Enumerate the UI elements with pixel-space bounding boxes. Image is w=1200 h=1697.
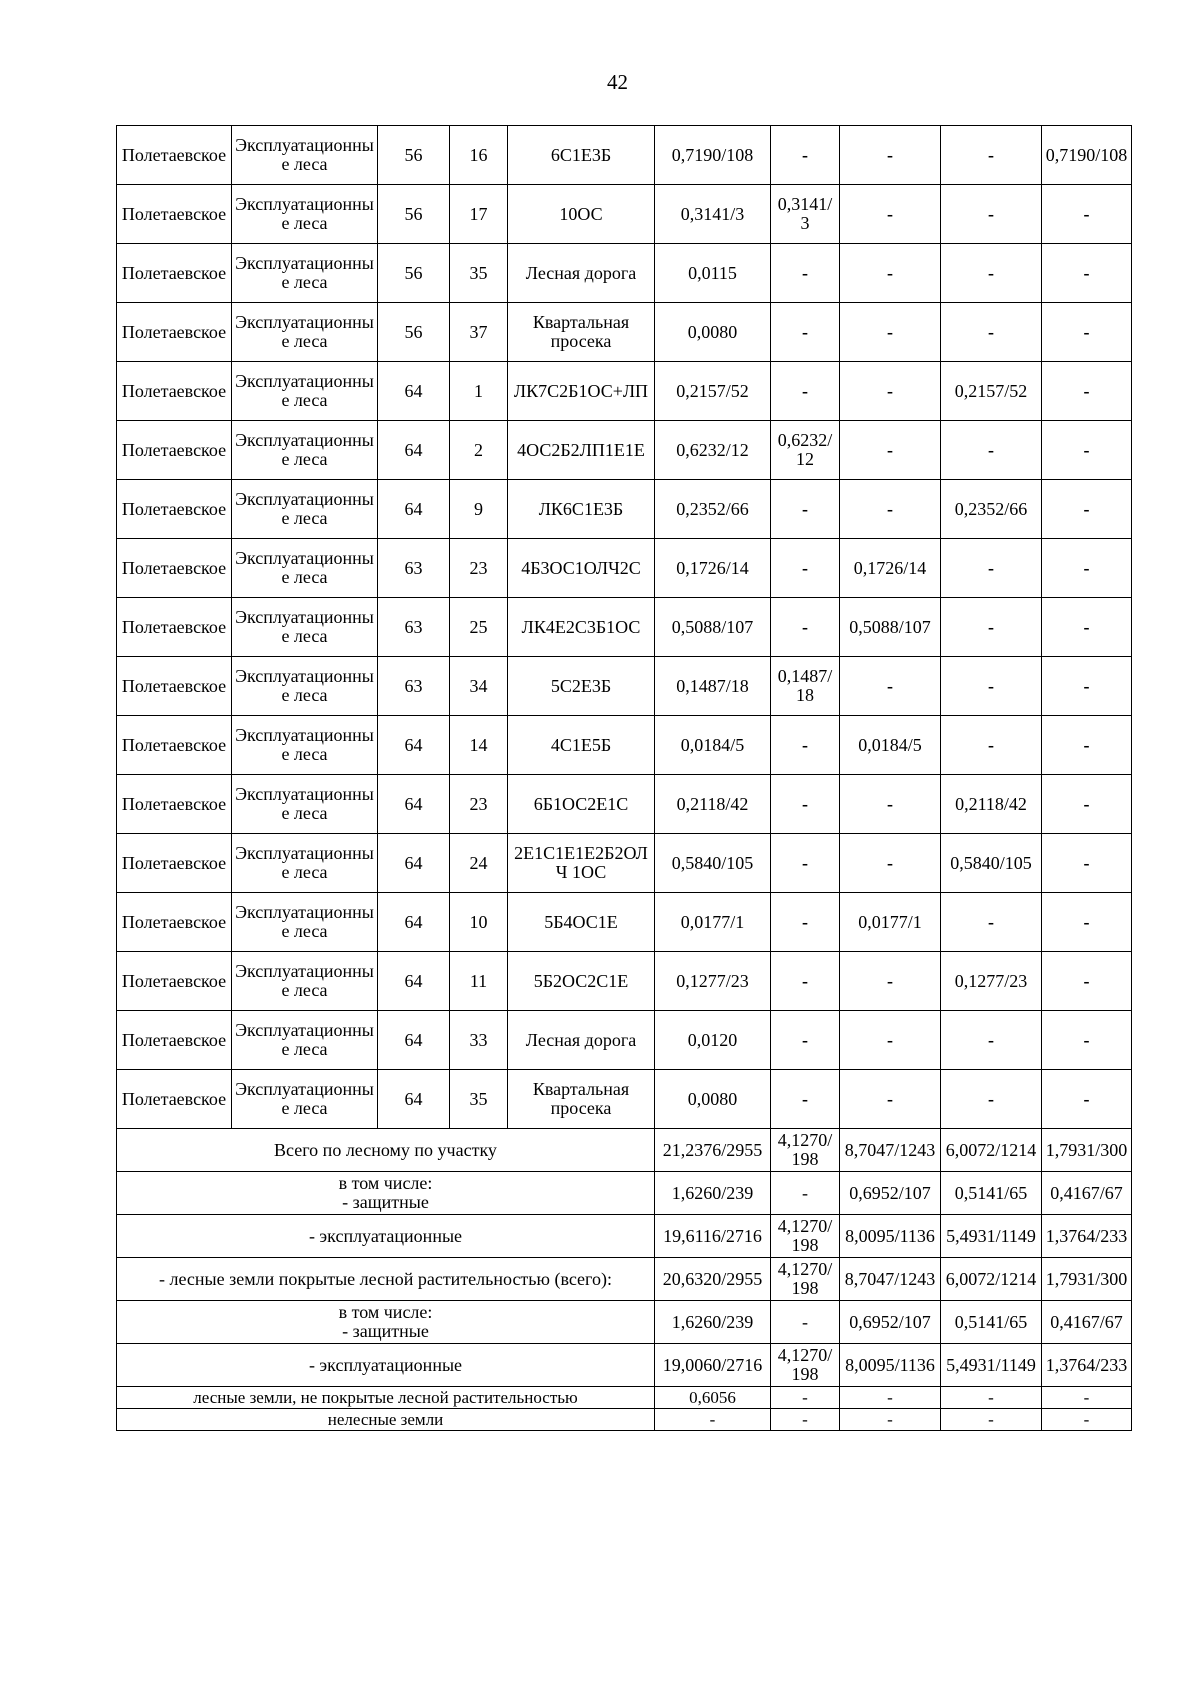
composition-cell: Лесная дорога bbox=[508, 1011, 655, 1070]
forestry-name-cell: Полетаевское bbox=[117, 480, 232, 539]
summary-row bbox=[117, 1172, 1132, 1215]
forest-type-cell: Эксплуатационные леса bbox=[232, 185, 378, 244]
tail-value-cell-c2: - bbox=[840, 1409, 941, 1431]
value-cell-c3: - bbox=[941, 126, 1042, 185]
area-cell: 0,0120 bbox=[655, 1011, 771, 1070]
value-cell-c1: - bbox=[771, 480, 840, 539]
allotment-cell: 2 bbox=[450, 421, 508, 480]
summary-value-cell-c3: 5,4931/1149 bbox=[941, 1215, 1042, 1258]
tail-value-cell-c3: - bbox=[941, 1387, 1042, 1409]
summary-area-cell: 20,6320/2955 bbox=[655, 1258, 771, 1301]
value-cell-c4: - bbox=[1042, 1011, 1132, 1070]
value-cell-c4: - bbox=[1042, 1070, 1132, 1129]
value-cell-c1: 0,1487/ 18 bbox=[771, 657, 840, 716]
tail-value-cell-c2: - bbox=[840, 1387, 941, 1409]
area-cell: 0,0184/5 bbox=[655, 716, 771, 775]
forest-type-cell: Эксплуатационные леса bbox=[232, 244, 378, 303]
value-cell-c2: 0,0184/5 bbox=[840, 716, 941, 775]
value-cell-c3: - bbox=[941, 303, 1042, 362]
table-row bbox=[117, 893, 1132, 952]
quarter-cell: 64 bbox=[378, 716, 450, 775]
composition-cell: 4Б3ОС1ОЛЧ2С bbox=[508, 539, 655, 598]
forestry-name-cell: Полетаевское bbox=[117, 185, 232, 244]
value-cell-c1: - bbox=[771, 1070, 840, 1129]
summary-value-cell-c1: 4,1270/ 198 bbox=[771, 1215, 840, 1258]
table-row bbox=[117, 952, 1132, 1011]
summary-label-cell: - лесные земли покрытые лесной растительностью (всего): bbox=[117, 1258, 655, 1301]
summary-row bbox=[117, 1215, 1132, 1258]
forest-type-cell: Эксплуатационные леса bbox=[232, 362, 378, 421]
allotment-cell: 34 bbox=[450, 657, 508, 716]
value-cell-c1: - bbox=[771, 716, 840, 775]
forestry-name-cell: Полетаевское bbox=[117, 834, 232, 893]
page-number: 42 bbox=[607, 70, 628, 94]
table-row bbox=[117, 421, 1132, 480]
allotment-cell: 37 bbox=[450, 303, 508, 362]
composition-cell: 4ОС2Б2ЛП1Е1Е bbox=[508, 421, 655, 480]
summary-label-cell: Всего по лесному по участку bbox=[117, 1129, 655, 1172]
composition-cell: Квартальная просека bbox=[508, 303, 655, 362]
value-cell-c2: - bbox=[840, 244, 941, 303]
forestry-name-cell: Полетаевское bbox=[117, 893, 232, 952]
forest-type-cell: Эксплуатационные леса bbox=[232, 598, 378, 657]
value-cell-c2: 0,0177/1 bbox=[840, 893, 941, 952]
value-cell-c1: - bbox=[771, 126, 840, 185]
value-cell-c3: - bbox=[941, 421, 1042, 480]
area-cell: 0,7190/108 bbox=[655, 126, 771, 185]
forestry-name-cell: Полетаевское bbox=[117, 716, 232, 775]
value-cell-c3: 0,2157/52 bbox=[941, 362, 1042, 421]
summary-area-cell: 19,0060/2716 bbox=[655, 1344, 771, 1387]
composition-cell: 4С1Е5Б bbox=[508, 716, 655, 775]
table-row bbox=[117, 1070, 1132, 1129]
table-row bbox=[117, 539, 1132, 598]
value-cell-c4: - bbox=[1042, 952, 1132, 1011]
table-row bbox=[117, 303, 1132, 362]
quarter-cell: 64 bbox=[378, 362, 450, 421]
value-cell-c4: 0,7190/108 bbox=[1042, 126, 1132, 185]
value-cell-c4: - bbox=[1042, 716, 1132, 775]
value-cell-c3: - bbox=[941, 1070, 1042, 1129]
value-cell-c2: - bbox=[840, 1070, 941, 1129]
composition-cell: ЛК7С2Б1ОС+ЛП bbox=[508, 362, 655, 421]
value-cell-c3: 0,1277/23 bbox=[941, 952, 1042, 1011]
forest-type-cell: Эксплуатационные леса bbox=[232, 421, 378, 480]
value-cell-c1: - bbox=[771, 1011, 840, 1070]
value-cell-c1: - bbox=[771, 775, 840, 834]
forest-type-cell: Эксплуатационные леса bbox=[232, 952, 378, 1011]
value-cell-c3: 0,5840/105 bbox=[941, 834, 1042, 893]
summary-value-cell-c1: 4,1270/ 198 bbox=[771, 1344, 840, 1387]
quarter-cell: 64 bbox=[378, 952, 450, 1011]
value-cell-c1: - bbox=[771, 303, 840, 362]
value-cell-c3: - bbox=[941, 244, 1042, 303]
value-cell-c1: 0,3141/ 3 bbox=[771, 185, 840, 244]
composition-cell: Квартальная просека bbox=[508, 1070, 655, 1129]
table-row bbox=[117, 657, 1132, 716]
summary-value-cell-c4: 0,4167/67 bbox=[1042, 1172, 1132, 1215]
value-cell-c4: - bbox=[1042, 834, 1132, 893]
value-cell-c2: - bbox=[840, 952, 941, 1011]
summary-value-cell-c1: - bbox=[771, 1301, 840, 1344]
tail-value-cell-c4: - bbox=[1042, 1387, 1132, 1409]
allotment-cell: 35 bbox=[450, 244, 508, 303]
value-cell-c4: - bbox=[1042, 539, 1132, 598]
forest-type-cell: Эксплуатационные леса bbox=[232, 539, 378, 598]
value-cell-c4: - bbox=[1042, 480, 1132, 539]
forestry-name-cell: Полетаевское bbox=[117, 775, 232, 834]
allotment-cell: 23 bbox=[450, 775, 508, 834]
summary-value-cell-c1: 4,1270/ 198 bbox=[771, 1258, 840, 1301]
area-cell: 0,0115 bbox=[655, 244, 771, 303]
area-cell: 0,6232/12 bbox=[655, 421, 771, 480]
forest-type-cell: Эксплуатационные леса bbox=[232, 480, 378, 539]
quarter-cell: 63 bbox=[378, 598, 450, 657]
forest-type-cell: Эксплуатационные леса bbox=[232, 893, 378, 952]
quarter-cell: 64 bbox=[378, 421, 450, 480]
forestry-name-cell: Полетаевское bbox=[117, 539, 232, 598]
allotment-cell: 35 bbox=[450, 1070, 508, 1129]
table-body bbox=[117, 126, 1132, 1431]
forestry-name-cell: Полетаевское bbox=[117, 244, 232, 303]
summary-value-cell-c2: 8,7047/1243 bbox=[840, 1258, 941, 1301]
tail-value-cell-c1: - bbox=[771, 1387, 840, 1409]
value-cell-c2: 0,1726/14 bbox=[840, 539, 941, 598]
allotment-cell: 11 bbox=[450, 952, 508, 1011]
allotment-cell: 1 bbox=[450, 362, 508, 421]
value-cell-c1: - bbox=[771, 952, 840, 1011]
composition-cell: ЛК4Е2С3Б1ОС bbox=[508, 598, 655, 657]
forestry-name-cell: Полетаевское bbox=[117, 657, 232, 716]
table-row bbox=[117, 362, 1132, 421]
forest-type-cell: Эксплуатационные леса bbox=[232, 126, 378, 185]
quarter-cell: 64 bbox=[378, 893, 450, 952]
table-row bbox=[117, 480, 1132, 539]
table-row bbox=[117, 1011, 1132, 1070]
value-cell-c3: - bbox=[941, 598, 1042, 657]
summary-row bbox=[117, 1258, 1132, 1301]
forest-type-cell: Эксплуатационные леса bbox=[232, 775, 378, 834]
table-row bbox=[117, 775, 1132, 834]
table-row bbox=[117, 598, 1132, 657]
summary-label-cell: - эксплуатационные bbox=[117, 1215, 655, 1258]
area-cell: 0,1726/14 bbox=[655, 539, 771, 598]
value-cell-c1: 0,6232/ 12 bbox=[771, 421, 840, 480]
summary-value-cell-c2: 0,6952/107 bbox=[840, 1301, 941, 1344]
composition-cell: 6С1Е3Б bbox=[508, 126, 655, 185]
value-cell-c1: - bbox=[771, 834, 840, 893]
quarter-cell: 56 bbox=[378, 126, 450, 185]
forest-type-cell: Эксплуатационные леса bbox=[232, 834, 378, 893]
value-cell-c4: - bbox=[1042, 421, 1132, 480]
area-cell: 0,1487/18 bbox=[655, 657, 771, 716]
value-cell-c4: - bbox=[1042, 185, 1132, 244]
summary-label-cell: - эксплуатационные bbox=[117, 1344, 655, 1387]
forest-type-cell: Эксплуатационные леса bbox=[232, 1011, 378, 1070]
summary-value-cell-c1: 4,1270/ 198 bbox=[771, 1129, 840, 1172]
value-cell-c3: 0,2352/66 bbox=[941, 480, 1042, 539]
area-cell: 0,3141/3 bbox=[655, 185, 771, 244]
quarter-cell: 56 bbox=[378, 244, 450, 303]
table-row bbox=[117, 126, 1132, 185]
quarter-cell: 63 bbox=[378, 539, 450, 598]
quarter-cell: 56 bbox=[378, 303, 450, 362]
composition-cell: 2Е1С1Е1Е2Б2ОЛЧ 1ОС bbox=[508, 834, 655, 893]
value-cell-c4: - bbox=[1042, 598, 1132, 657]
tail-value-cell-c3: - bbox=[941, 1409, 1042, 1431]
tail-label-cell: лесные земли, не покрытые лесной растительностью bbox=[117, 1387, 655, 1409]
table-row bbox=[117, 716, 1132, 775]
tail-row bbox=[117, 1409, 1132, 1431]
forestry-name-cell: Полетаевское bbox=[117, 421, 232, 480]
value-cell-c4: - bbox=[1042, 303, 1132, 362]
forestry-name-cell: Полетаевское bbox=[117, 1011, 232, 1070]
summary-area-cell: 1,6260/239 bbox=[655, 1172, 771, 1215]
summary-area-cell: 1,6260/239 bbox=[655, 1301, 771, 1344]
summary-value-cell-c3: 0,5141/65 bbox=[941, 1301, 1042, 1344]
value-cell-c2: - bbox=[840, 657, 941, 716]
quarter-cell: 64 bbox=[378, 1070, 450, 1129]
table-row bbox=[117, 185, 1132, 244]
composition-cell: 6Б1ОС2Е1С bbox=[508, 775, 655, 834]
quarter-cell: 63 bbox=[378, 657, 450, 716]
area-cell: 0,0080 bbox=[655, 303, 771, 362]
summary-value-cell-c3: 5,4931/1149 bbox=[941, 1344, 1042, 1387]
composition-cell: 10ОС bbox=[508, 185, 655, 244]
table-row bbox=[117, 834, 1132, 893]
forestry-name-cell: Полетаевское bbox=[117, 1070, 232, 1129]
summary-value-cell-c4: 1,3764/233 bbox=[1042, 1215, 1132, 1258]
area-cell: 0,5088/107 bbox=[655, 598, 771, 657]
value-cell-c2: - bbox=[840, 362, 941, 421]
value-cell-c3: 0,2118/42 bbox=[941, 775, 1042, 834]
tail-area-cell: - bbox=[655, 1409, 771, 1431]
area-cell: 0,1277/23 bbox=[655, 952, 771, 1011]
summary-row bbox=[117, 1344, 1132, 1387]
value-cell-c3: - bbox=[941, 716, 1042, 775]
value-cell-c3: - bbox=[941, 1011, 1042, 1070]
forestry-name-cell: Полетаевское bbox=[117, 303, 232, 362]
allotment-cell: 24 bbox=[450, 834, 508, 893]
forestry-name-cell: Полетаевское bbox=[117, 952, 232, 1011]
value-cell-c4: - bbox=[1042, 657, 1132, 716]
tail-area-cell: 0,6056 bbox=[655, 1387, 771, 1409]
value-cell-c2: - bbox=[840, 421, 941, 480]
summary-area-cell: 21,2376/2955 bbox=[655, 1129, 771, 1172]
summary-value-cell-c4: 1,7931/300 bbox=[1042, 1129, 1132, 1172]
summary-label-cell: в том числе: - защитные bbox=[117, 1172, 655, 1215]
value-cell-c1: - bbox=[771, 893, 840, 952]
value-cell-c2: - bbox=[840, 834, 941, 893]
quarter-cell: 64 bbox=[378, 834, 450, 893]
allotment-cell: 16 bbox=[450, 126, 508, 185]
summary-value-cell-c3: 6,0072/1214 bbox=[941, 1129, 1042, 1172]
tail-label-cell: нелесные земли bbox=[117, 1409, 655, 1431]
area-cell: 0,2118/42 bbox=[655, 775, 771, 834]
value-cell-c3: - bbox=[941, 893, 1042, 952]
area-cell: 0,5840/105 bbox=[655, 834, 771, 893]
forest-land-table bbox=[116, 125, 1132, 1431]
value-cell-c4: - bbox=[1042, 362, 1132, 421]
summary-row bbox=[117, 1301, 1132, 1344]
tail-value-cell-c1: - bbox=[771, 1409, 840, 1431]
value-cell-c2: - bbox=[840, 303, 941, 362]
allotment-cell: 9 bbox=[450, 480, 508, 539]
forest-type-cell: Эксплуатационные леса bbox=[232, 716, 378, 775]
area-cell: 0,2157/52 bbox=[655, 362, 771, 421]
value-cell-c3: - bbox=[941, 539, 1042, 598]
tail-row bbox=[117, 1387, 1132, 1409]
forestry-name-cell: Полетаевское bbox=[117, 126, 232, 185]
value-cell-c2: - bbox=[840, 1011, 941, 1070]
composition-cell: 5Б2ОС2С1Е bbox=[508, 952, 655, 1011]
summary-value-cell-c4: 1,3764/233 bbox=[1042, 1344, 1132, 1387]
composition-cell: Лесная дорога bbox=[508, 244, 655, 303]
area-cell: 0,0080 bbox=[655, 1070, 771, 1129]
composition-cell: 5С2Е3Б bbox=[508, 657, 655, 716]
summary-area-cell: 19,6116/2716 bbox=[655, 1215, 771, 1258]
summary-value-cell-c2: 8,0095/1136 bbox=[840, 1344, 941, 1387]
tail-value-cell-c4: - bbox=[1042, 1409, 1132, 1431]
value-cell-c2: - bbox=[840, 775, 941, 834]
forest-type-cell: Эксплуатационные леса bbox=[232, 303, 378, 362]
quarter-cell: 64 bbox=[378, 775, 450, 834]
quarter-cell: 64 bbox=[378, 1011, 450, 1070]
value-cell-c2: - bbox=[840, 185, 941, 244]
summary-value-cell-c1: - bbox=[771, 1172, 840, 1215]
summary-row bbox=[117, 1129, 1132, 1172]
table-row bbox=[117, 244, 1132, 303]
summary-value-cell-c2: 8,7047/1243 bbox=[840, 1129, 941, 1172]
forest-type-cell: Эксплуатационные леса bbox=[232, 657, 378, 716]
summary-value-cell-c4: 1,7931/300 bbox=[1042, 1258, 1132, 1301]
value-cell-c2: - bbox=[840, 480, 941, 539]
summary-value-cell-c4: 0,4167/67 bbox=[1042, 1301, 1132, 1344]
allotment-cell: 10 bbox=[450, 893, 508, 952]
value-cell-c1: - bbox=[771, 362, 840, 421]
value-cell-c4: - bbox=[1042, 244, 1132, 303]
quarter-cell: 64 bbox=[378, 480, 450, 539]
summary-value-cell-c2: 8,0095/1136 bbox=[840, 1215, 941, 1258]
value-cell-c3: - bbox=[941, 657, 1042, 716]
summary-value-cell-c3: 6,0072/1214 bbox=[941, 1258, 1042, 1301]
forestry-name-cell: Полетаевское bbox=[117, 598, 232, 657]
forest-type-cell: Эксплуатационные леса bbox=[232, 1070, 378, 1129]
allotment-cell: 25 bbox=[450, 598, 508, 657]
value-cell-c4: - bbox=[1042, 893, 1132, 952]
value-cell-c1: - bbox=[771, 244, 840, 303]
summary-value-cell-c2: 0,6952/107 bbox=[840, 1172, 941, 1215]
allotment-cell: 23 bbox=[450, 539, 508, 598]
allotment-cell: 14 bbox=[450, 716, 508, 775]
summary-label-cell: в том числе: - защитные bbox=[117, 1301, 655, 1344]
allotment-cell: 17 bbox=[450, 185, 508, 244]
area-cell: 0,2352/66 bbox=[655, 480, 771, 539]
allotment-cell: 33 bbox=[450, 1011, 508, 1070]
value-cell-c1: - bbox=[771, 539, 840, 598]
area-cell: 0,0177/1 bbox=[655, 893, 771, 952]
summary-value-cell-c3: 0,5141/65 bbox=[941, 1172, 1042, 1215]
composition-cell: ЛК6С1Е3Б bbox=[508, 480, 655, 539]
value-cell-c4: - bbox=[1042, 775, 1132, 834]
value-cell-c3: - bbox=[941, 185, 1042, 244]
forestry-name-cell: Полетаевское bbox=[117, 362, 232, 421]
quarter-cell: 56 bbox=[378, 185, 450, 244]
value-cell-c1: - bbox=[771, 598, 840, 657]
value-cell-c2: - bbox=[840, 126, 941, 185]
composition-cell: 5Б4ОС1Е bbox=[508, 893, 655, 952]
value-cell-c2: 0,5088/107 bbox=[840, 598, 941, 657]
